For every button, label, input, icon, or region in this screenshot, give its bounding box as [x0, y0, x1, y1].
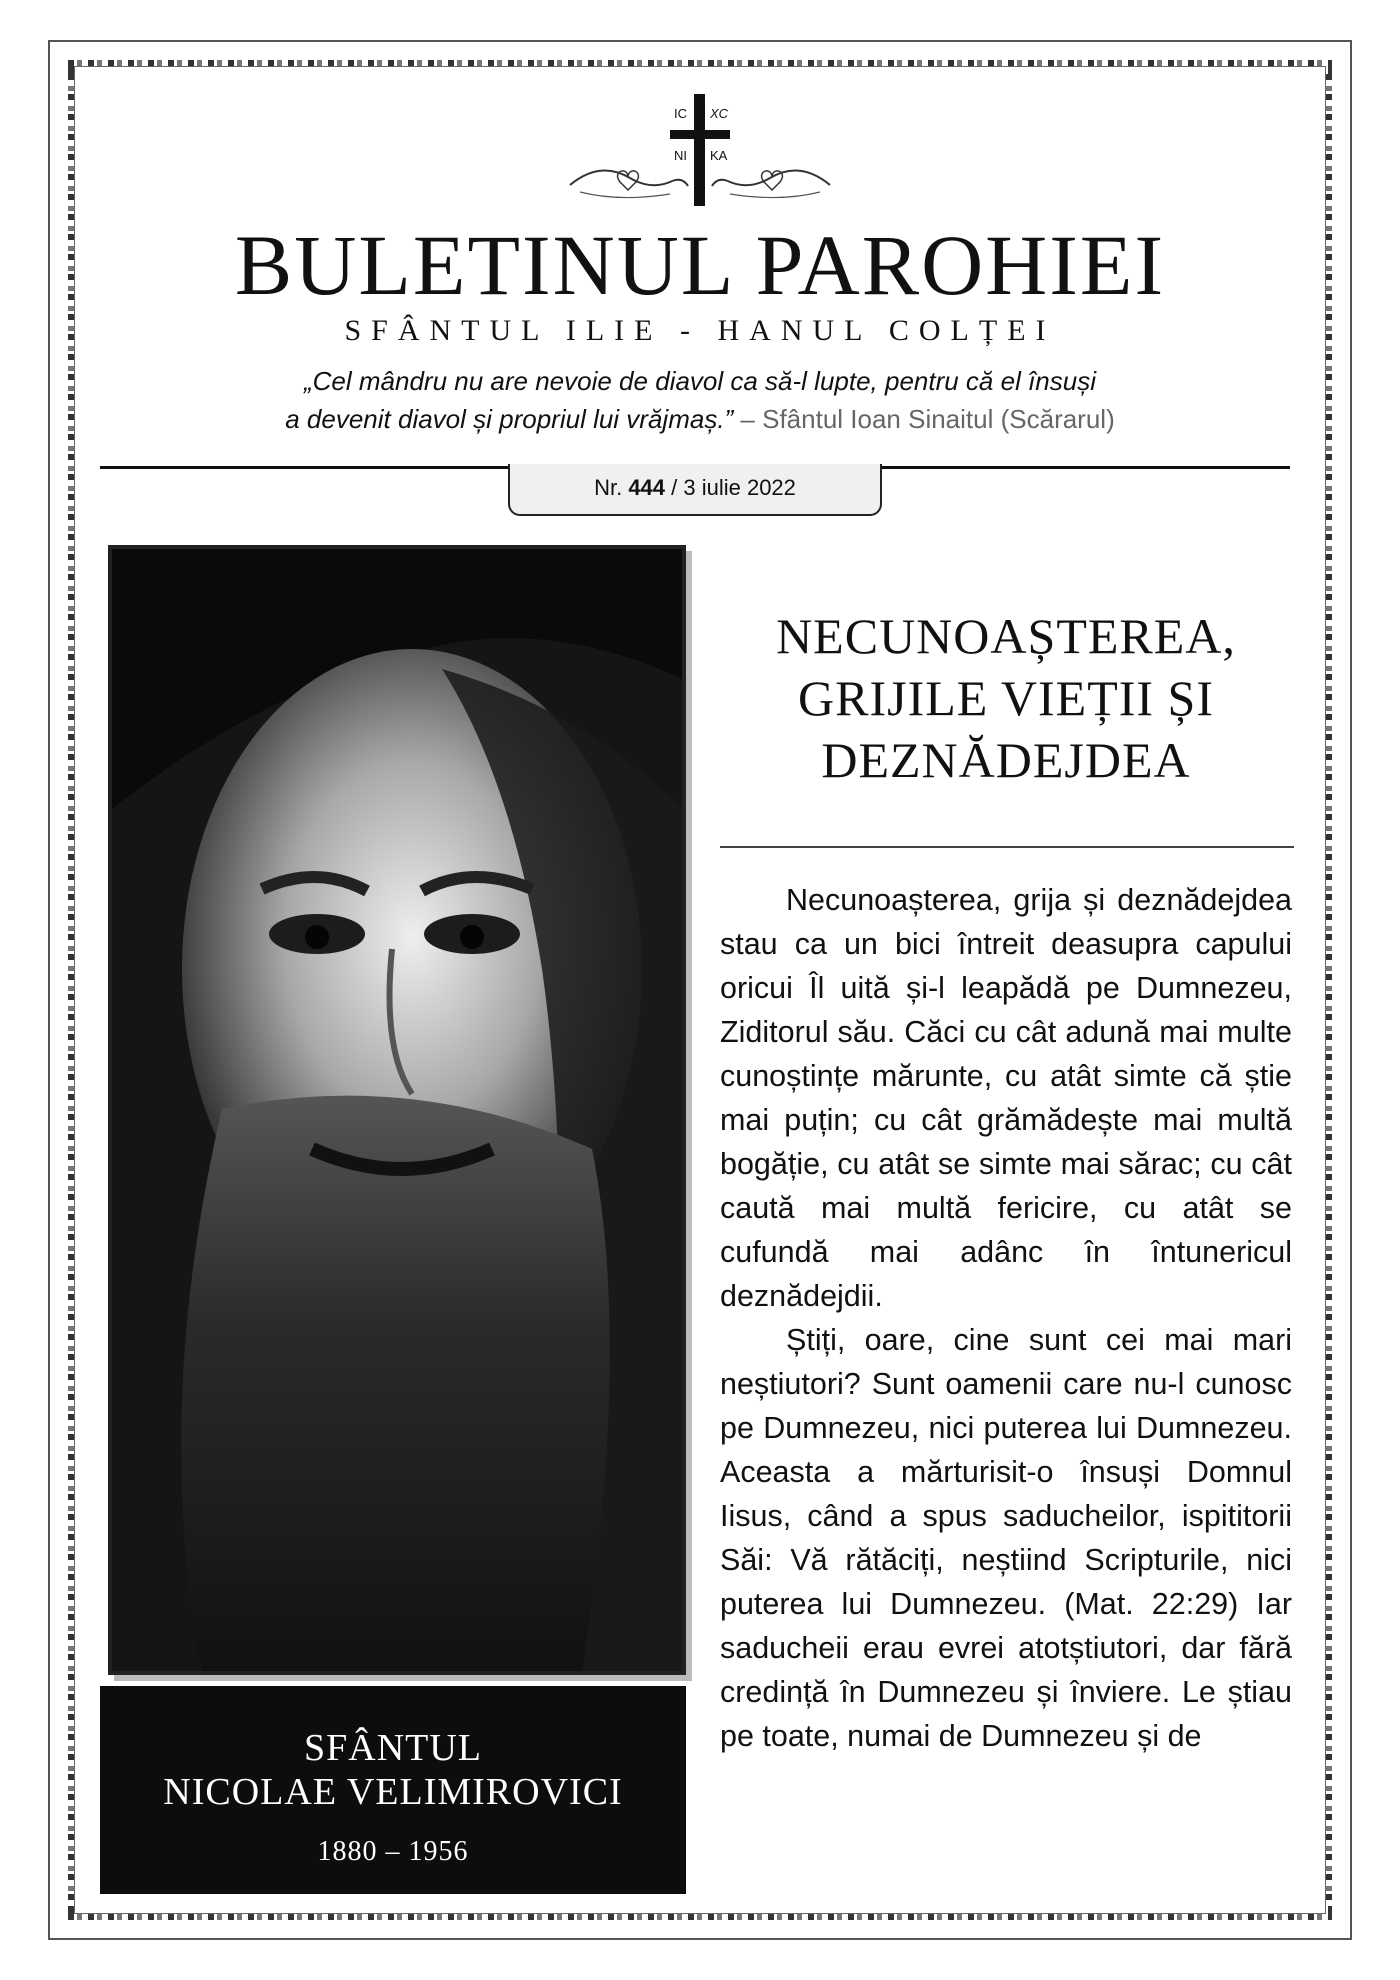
portrait-image	[112, 549, 682, 1671]
article-title	[716, 605, 1296, 791]
header-quote	[130, 362, 1270, 438]
saint-name-line-2: NICOLAE VELIMIROVICI	[163, 1771, 623, 1813]
emblem-ni: NI	[674, 148, 687, 163]
quote-line-2: a devenit diavol și propriul lui vrăjmaș.”	[285, 404, 734, 434]
article-divider	[720, 846, 1294, 848]
saint-lifespan: 1880 – 1956	[317, 1836, 469, 1867]
portrait-caption	[100, 1686, 686, 1894]
article-title-line-2: GRIJILE VIEȚII ȘI	[798, 670, 1214, 726]
quote-line-1: „Cel mândru nu are nevoie de diavol ca să-l lupte, pentru că el însuși	[304, 366, 1096, 396]
cross-icon	[560, 90, 840, 220]
article-paragraph-1: Necunoașterea, grija și deznădejdea stau ca un bici întreit deasupra capului oricui Îl uită și-l leapădă pe Dumnezeu, Ziditorul său. Căci cu cât adună mai multe cunoștințe mărunte, cu atât simte că știe mai puțin; cu cât grămădește mai multă bogăție, cu atât se simte mai sărac; cu cât caută mai multă fericire, cu atât se cufundă mai adânc în întunericul deznădejdii.	[720, 883, 1292, 1313]
parish-name: SFÂNTUL ILIE - HANUL COLȚEI	[344, 314, 1056, 347]
saint-portrait	[108, 545, 686, 1675]
emblem-ka: KA	[710, 148, 728, 163]
article-title-line-3: DEZNĂDEJDEA	[821, 732, 1191, 788]
article-title-line-1: NECUNOAȘTEREA,	[776, 608, 1236, 664]
emblem-xc: XC	[710, 106, 729, 121]
bulletin-title: BULETINUL PAROHIEI	[234, 217, 1166, 313]
issue-date: / 3 iulie 2022	[665, 475, 796, 500]
cross-emblem	[560, 90, 840, 220]
saint-name-line-1: SFÂNTUL	[303, 1727, 483, 1769]
quote-author: – Sfântul Ioan Sinaitul (Scărarul)	[733, 404, 1115, 434]
issue-number: 444	[628, 475, 666, 500]
article-body	[720, 878, 1292, 1913]
issue-prefix: Nr.	[594, 475, 629, 500]
article-paragraph-2: Știți, oare, cine sunt cei mai mari neștiutori? Sunt oamenii care nu-l cunosc pe Dumnezeu, nici puterea lui Dumnezeu. Aceasta a mărturisit-o însuși Domnul Iisus, când a spus saducheilor, ispititorii Săi: Vă rătăciți, neștiind Scripturile, nici puterea lui Dumnezeu. (Mat. 22:29) Iar saducheii erau evrei atotștiutori, dar fără credință în Dumnezeu și înviere. Le știau pe toate, numai de Dumnezeu și de	[720, 1323, 1292, 1753]
emblem-ic: IC	[674, 106, 687, 121]
issue-tab	[508, 464, 882, 516]
